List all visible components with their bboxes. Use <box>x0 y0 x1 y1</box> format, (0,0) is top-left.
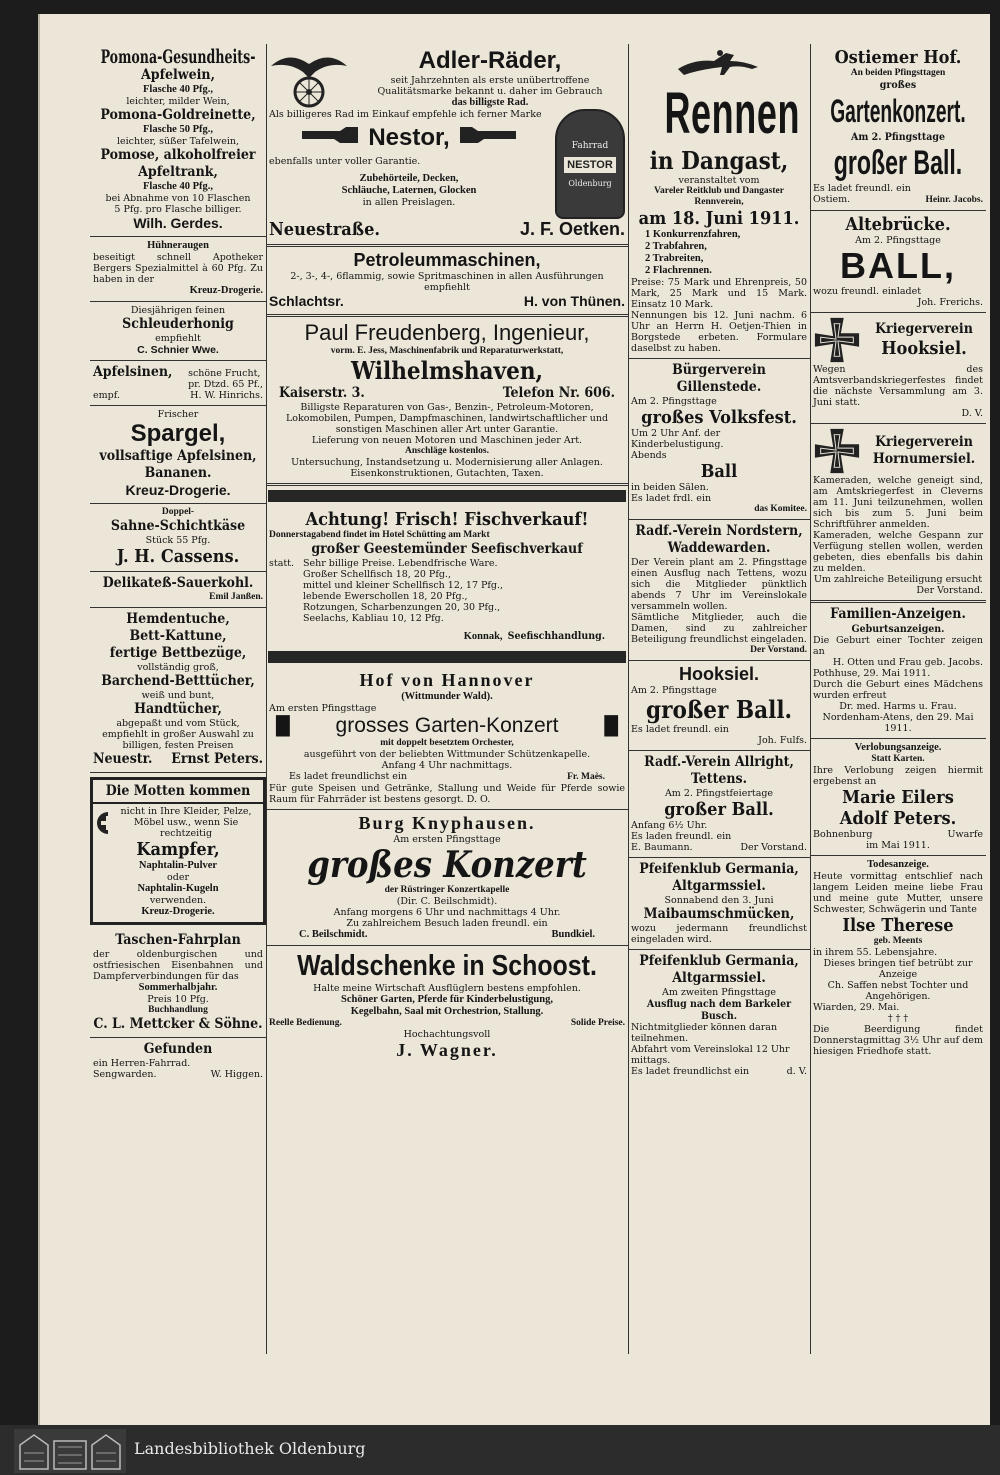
ad-address: Schlachtsr. <box>269 293 344 309</box>
ad-text: Anfang 6½ Uhr. <box>631 820 708 831</box>
ad-text: Am 2. Pfingsttage <box>851 131 945 143</box>
ad-familien-anzeigen <box>810 603 986 739</box>
ad-headline: Tettens. <box>690 771 748 787</box>
ad-text: vorm. E. Jess, Maschinenfabrik und Reparaturwerkstatt, <box>330 346 564 356</box>
ad-headline: Apfelsinen, <box>93 364 173 380</box>
ad-signature: Der Vorstand. <box>750 645 807 655</box>
ad-text: Diesjährigen feinen <box>130 305 226 316</box>
ad-motten <box>90 777 266 925</box>
column-4 <box>810 44 986 1061</box>
ad-price: Flasche 40 Pfg., <box>143 84 213 95</box>
ad-text: Halte meine Wirtschaft Ausflüglern bestens empfohlen. <box>313 983 581 994</box>
ad-text: vollständig groß, <box>137 662 219 673</box>
ad-price: Flasche 40 Pfg., <box>143 181 213 192</box>
ad-text: Vareler Reitklub und Dangaster Rennverein, <box>654 186 784 207</box>
ad-price: Flasche 50 Pfg., <box>143 124 213 135</box>
ad-signature: H. von Thünen. <box>523 293 625 309</box>
ad-headline: Radf.-Verein Allright, <box>644 754 794 770</box>
ad-signature: Ch. Saffen nebst Tochter und Angehörigen. <box>827 980 969 1002</box>
ad-hof-von-hannover <box>266 667 628 810</box>
ad-text: Anfang 4 Uhr nachmittags. <box>381 760 513 771</box>
ad-text: empfiehlt in großer Auswahl zu billigen, festen Preisen <box>102 729 254 751</box>
ad-text: der oldenburgischen und ostfriesischen Eisenbahnen und Dampferverbindungen für das <box>93 949 263 982</box>
ad-headline: Ausflug nach dem Barkeler Busch. <box>646 998 792 1022</box>
ad-signature: J. F. Oetken. <box>519 219 625 239</box>
ad-text: Doppel- <box>161 507 195 517</box>
ad-text: empfiehlt <box>155 333 201 344</box>
nestor-badge <box>555 109 625 219</box>
ad-signature: Seefischhandlung. <box>507 630 605 642</box>
iron-cross-icon <box>813 427 861 475</box>
ad-text: Abends <box>631 450 667 461</box>
ad-text: Ihre Verlobung zeigen hiermit ergebenst an <box>813 765 983 787</box>
red-cross-icon <box>96 811 108 835</box>
ad-place: Bohnenburg <box>813 829 873 840</box>
ad-address: Kaiserstr. 3. <box>279 385 365 401</box>
ad-text: 2-, 3-, 4-, 6flammig, sowie Spritmaschinen in allen Ausführungen empfiehlt <box>290 271 604 293</box>
ad-text: Es ladet freundlichst ein <box>289 771 408 782</box>
ad-signature: C. Schnier Wwe. <box>137 344 219 356</box>
ad-text: Der Verein plant am 2. Pfingsttage einen Ausflug nach Tettens, wozu sich die Mitglieder pünktlich abends 7 Uhr im Vereinslokale versammeln wollen. <box>631 557 807 612</box>
ad-signature: D. V. <box>961 408 983 419</box>
ad-headline: Hof von Hannover <box>359 670 535 690</box>
ad-price: Stück 55 Pfg. <box>145 535 211 546</box>
ad-headline: Adler-Räder, <box>418 47 562 74</box>
ad-text: Hochachtungsvoll <box>403 1029 491 1040</box>
ad-headline: Taschen-Fahrplan <box>115 932 241 948</box>
ad-place: Uwarfe <box>947 829 983 840</box>
ad-headline: Hühneraugen <box>147 240 209 251</box>
ad-headline: in Dangast, <box>649 146 789 175</box>
list-item: Großer Schellfisch 18, 20 Pfg., <box>303 569 451 580</box>
ad-headline: großer Ball. <box>833 144 963 182</box>
ad-schichtkaese <box>90 504 266 572</box>
ad-signature: Wilh. Gerdes. <box>133 215 223 231</box>
ad-signature: Kreuz-Drogerie. <box>125 482 231 498</box>
ad-headline: Pfeifenklub Germania, <box>639 861 799 877</box>
list-item: Rotzungen, Scharbenzungen 20, 30 Pfg., <box>303 602 501 613</box>
ad-text: leichter, milder Wein, <box>126 96 230 107</box>
ad-name: Ilse Therese <box>842 915 954 936</box>
separator-bar <box>268 490 626 502</box>
ad-germania-1 <box>628 858 810 950</box>
ad-signature: Joh. Fulfs. <box>758 735 807 746</box>
ad-text: Um zahlreiche Beteiligung ersucht <box>813 574 983 585</box>
ad-headline: Sahne-Schichtkäse <box>110 518 246 534</box>
ad-headline: fertige Bettbezüge, <box>109 645 247 661</box>
ad-headline: Die Motten kommen <box>93 783 263 804</box>
ad-signature: J. H. Cassens. <box>116 546 240 567</box>
ad-headline: Paul Freudenberg, Ingenieur, <box>304 320 590 345</box>
ad-text: Billigste Reparaturen von Gas-, Benzin-, Petroleum-Motoren, Lokomobilen, Pumpen, Dampfmaschinen, landwirtschaftlicher und sonstigen Maschinen aller Art unter Garantie. <box>285 402 609 435</box>
section-subtitle: Geburtsanzeigen. <box>851 623 945 635</box>
ad-headline: Apfeltrank, <box>138 164 218 180</box>
ad-headline: Bett-Kattune, <box>129 628 227 644</box>
badge-text: Oldenburg <box>568 178 612 188</box>
ad-text: Kameraden, welche Gespann zur Verfügung stellen wollen, werden gebeten, dies ebenfalls bis dahin zu melden. <box>813 530 983 574</box>
ad-headline: Waldschenke in Schoost. <box>297 950 597 982</box>
ad-text: in ihrem 55. Lebensjahre. <box>813 947 938 958</box>
ad-buergerverein <box>628 359 810 520</box>
ad-huehneraugen <box>90 237 266 302</box>
ad-text: An beiden Pfingsttagen <box>850 68 946 78</box>
ad-signature: das Komitee. <box>754 504 807 514</box>
ad-text: Am ersten Pfingsttage <box>269 703 377 714</box>
ad-text: großes <box>879 79 917 91</box>
ad-headline: Altgarmssiel. <box>672 970 766 986</box>
newspaper-page <box>38 14 990 1428</box>
fish-price-list <box>303 558 625 624</box>
ad-headline: Pfeifenklub Germania, <box>639 953 799 969</box>
ad-headline: Hemdentuche, <box>126 611 230 627</box>
list-item: 2 Trabreiten, <box>645 253 704 264</box>
ad-signature: d. V. <box>786 1066 807 1077</box>
ad-address: Neuestraße. <box>269 219 381 240</box>
ad-headline: großes Konzert <box>307 844 587 886</box>
ad-text: seit Jahrzehnten als erste unübertroffene Qualitätsmarke bekannt u. daher im Gebrauch <box>377 75 603 97</box>
ad-text: Am ersten Pfingsttage <box>393 834 501 845</box>
ad-text: Dieses bringen tief betrübt zur Anzeige <box>823 958 973 980</box>
ad-headline: Hooksiel. <box>678 664 760 684</box>
ad-headline: Waddewarden. <box>667 540 771 556</box>
ad-headline: Bürgerverein Gillenstede. <box>672 362 766 395</box>
ad-text: oder <box>167 872 189 883</box>
badge-text: NESTOR <box>564 157 616 173</box>
ad-waldschenke <box>266 946 628 1065</box>
ad-name: Adolf Peters. <box>839 808 957 829</box>
ad-text: Kameraden, welche geneigt sind, am Amtskriegerfest in Cleverns am 11. Juni teilzunehmen, wollen sich bis zum 5. Juni beim Schriftführer anmelden. <box>813 475 983 530</box>
ad-todesanzeige <box>810 856 986 1061</box>
ornament-icon: ▐▌ <box>269 715 297 737</box>
ad-headline: Altebrücke. <box>845 214 951 235</box>
ad-text: abgepaßt und vom Stück, <box>116 718 240 729</box>
ad-text: weiß und bunt, <box>141 690 215 701</box>
ad-signature: Heinr. Jacobs. <box>925 195 983 205</box>
ad-honig <box>90 302 266 361</box>
ad-text: schöne Frucht, <box>188 368 261 379</box>
ad-date: im Mai 1911. <box>866 840 930 851</box>
ad-headline: Gartenkonzert. <box>830 93 966 129</box>
ad-headline: (Wittmunder Wald). <box>401 691 493 702</box>
ad-text: beseitigt schnell Apotheker Bergers Spezialmittel à 60 Pfg. Zu haben in der <box>93 252 263 285</box>
ad-headline: Achtung! Frisch! Fischverkauf! <box>305 509 589 530</box>
ad-headline: Petroleummaschinen, <box>353 250 541 270</box>
ad-ostiemer-hof <box>810 44 986 211</box>
race-list <box>631 229 807 277</box>
ad-phone: Telefon Nr. 606. <box>502 385 615 401</box>
ad-text: veranstaltet vom <box>678 175 760 186</box>
ad-headline: Pomose, alkoholfreier <box>100 147 256 163</box>
ad-headline: BALL, <box>840 245 956 286</box>
ad-text: Es laden freundl. ein <box>631 831 732 842</box>
ad-text: das billigste Rad. <box>451 97 529 108</box>
ad-text: Lieferung von neuen Motoren und Maschinen jeder Art. <box>311 435 583 446</box>
ad-text: Es ladet freundl. ein <box>813 183 911 194</box>
ad-text: Buchhandlung <box>148 1005 208 1015</box>
ad-signature: J. Wagner. <box>396 1040 498 1060</box>
ad-adler-raeder <box>266 44 628 247</box>
list-item: 2 Trabfahren, <box>645 241 707 252</box>
ad-name: Marie Eilers <box>842 787 954 808</box>
ad-text: Um 2 Uhr Anf. der Kinderbelustigung. <box>631 428 724 450</box>
ad-text: Durch die Geburt eines Mädchens wurden erfreut <box>813 679 983 701</box>
ad-text: wozu freundl. einladet <box>813 286 922 297</box>
ad-text: nicht in Ihre Kleider, Pelze, Möbel usw., wenn Sie rechtzeitig <box>120 806 252 839</box>
ad-fahrplan <box>90 929 266 1038</box>
ad-spargel <box>90 406 266 504</box>
ad-headline: Sommerhalbjahr. <box>138 982 218 993</box>
list-item: mittel und kleiner Schellfisch 12, 17 Pfg., <box>303 580 504 591</box>
ad-headline: Kriegerverein <box>875 434 973 450</box>
ad-text: Naphtalin-Pulver <box>138 860 218 871</box>
ad-text: Frischer <box>157 409 199 420</box>
ad-headline: Ostiemer Hof. <box>834 47 962 68</box>
footer-bar <box>0 1425 1000 1475</box>
ad-signature: Ernst Peters. <box>171 751 263 767</box>
ad-text: Naphtalin-Kugeln <box>137 883 219 894</box>
ad-headline: Gefunden <box>143 1041 213 1057</box>
ad-signature: H. W. Hinrichs. <box>190 390 263 401</box>
ad-text: Sonnabend den 3. Juni <box>664 895 774 906</box>
ad-signature: H. Otten und Frau geb. Jacobs. <box>832 657 983 668</box>
ad-headline: großer Ball. <box>664 799 774 820</box>
ad-text: statt. <box>269 558 295 569</box>
ad-text: der Rüstringer Konzertkapelle <box>384 885 510 895</box>
ad-text: in beiden Sälen. <box>631 482 709 493</box>
ad-signature: C. Beilschmidt. <box>299 929 368 940</box>
ad-text: verwenden. <box>149 895 207 906</box>
list-item: 2 Flachrennen. <box>645 265 712 276</box>
ad-signature: Emil Janßen. <box>209 592 263 602</box>
section-title: Todesanzeige. <box>867 859 929 870</box>
pointing-hand-icon <box>300 125 360 145</box>
ad-signature: Kreuz-Drogerie. <box>141 906 215 917</box>
ad-headline: Apfelwein, <box>141 67 215 83</box>
ad-text: in allen Preislagen. <box>362 197 456 208</box>
badge-text: Fahrrad <box>571 140 609 151</box>
ad-text: mit doppelt besetztem Orchester, <box>380 738 514 748</box>
separator-bar <box>268 651 626 663</box>
ad-text: Als billigeres Rad im Einkauf empfehle ich ferner Marke <box>269 109 542 120</box>
ad-allright <box>628 751 810 858</box>
ad-kriegerverein-hooksiel <box>810 313 986 424</box>
ad-headline: großer Geestemünder Seefischverkauf <box>311 541 583 557</box>
ad-signature: Der Vorstand. <box>740 842 807 853</box>
ad-germania-2 <box>628 950 810 1081</box>
ad-burg-knyphausen <box>266 810 628 946</box>
cross-glyphs: † † † <box>887 1013 909 1024</box>
column-2 <box>266 44 628 1065</box>
eagle-wheel-icon <box>269 48 349 108</box>
ad-headline: am 18. Juni 1911. <box>638 208 800 229</box>
ad-text: Zu zahlreichem Besuch laden freundl. ein <box>346 918 548 929</box>
ad-text: wozu jedermann freundlichst eingeladen wird. <box>631 923 807 945</box>
ad-headline: Delikateß-Sauerkohl. <box>102 575 254 591</box>
ad-freudenberg <box>266 317 628 486</box>
ad-signature: Neuestr. <box>93 751 153 767</box>
ad-text: Wegen des Amtsverbandskriegerfestes findet die nächste Versammlung am 3. Juni statt. <box>813 364 983 408</box>
ad-text: Am zweiten Pfingsttage <box>661 987 777 998</box>
ad-text: Schläuche, Laternen, Glocken <box>341 185 477 196</box>
ad-text: D. O. <box>466 794 491 805</box>
ad-headline: Burg Knyphausen. <box>358 813 536 833</box>
ad-text: Nichtmitglieder können daran teilnehmen. <box>631 1022 778 1044</box>
ad-altebruecke <box>810 211 986 313</box>
ad-signature: E. Baumann. <box>631 842 693 853</box>
ad-text: Donnerstagabend findet im Hotel Schütting am Markt <box>269 530 490 540</box>
ad-text: Es ladet frdl. ein <box>631 493 712 504</box>
ad-headline: Schleuderhonig <box>122 316 234 332</box>
ad-fischverkauf <box>266 506 628 647</box>
ad-nordstern <box>628 520 810 661</box>
ad-price: Preis 10 Pfg. <box>147 994 209 1005</box>
ad-text: geb. Meents <box>873 936 923 946</box>
ad-text: Die Geburt einer Tochter zeigen an <box>813 635 983 657</box>
ad-text: ein Herren-Fahrrad. <box>93 1058 191 1069</box>
ad-text: Anschläge kostenlos. <box>405 446 489 456</box>
ad-place: Sengwarden. <box>93 1069 157 1080</box>
library-building-icon <box>14 1429 126 1473</box>
ad-rennen <box>628 44 810 359</box>
ad-headline: Ball <box>700 461 738 482</box>
ad-text: Sämtliche Mitglieder, auch die Damen, sind zu zahlreicher Beteiligung freundlichst eingeladen. <box>631 612 807 645</box>
ad-hooksiel <box>628 661 810 751</box>
ad-text: Nennungen bis 12. Juni nachm. 6 Uhr an Herrn H. Oetjen-Thien in Borgstede erbeten. Formulare daselbst zu haben. <box>631 310 807 354</box>
ad-text: Anfang morgens 6 Uhr und nachmittags 4 Uhr. <box>333 907 561 918</box>
ad-text: Untersuchung, Instandsetzung u. Modernisierung aller Anlagen. Eisenkonstruktionen, Gutachten, Taxen. <box>291 457 603 479</box>
ad-place: Nordenham-Atens, den 29. Mai 1911. <box>822 712 974 734</box>
ad-headline: vollsaftige Apfelsinen, <box>99 448 257 464</box>
ad-text: Zubehörteile, Decken, <box>359 173 459 184</box>
horse-rider-icon <box>674 47 764 77</box>
ad-signature: Konnak, <box>463 631 503 642</box>
ad-verlobung <box>810 739 986 856</box>
ad-price: pr. Dtzd. 65 Pf., <box>188 379 263 390</box>
ad-signature: Dr. med. Harms u. Frau. <box>839 701 957 712</box>
ad-place: Wiarden, 29. Mai. <box>813 1002 900 1013</box>
ad-text: Am 2. Pfingsttage <box>855 235 941 246</box>
ad-kriegerverein-hornumersiel <box>810 424 986 603</box>
ad-headline: Pomona-Goldreinette, <box>100 107 256 123</box>
ad-headline: Pomona-Gesundheits- <box>100 47 256 69</box>
ad-signature: Kreuz-Drogerie. <box>189 285 263 296</box>
ad-hemdentuche <box>90 608 266 773</box>
ad-headline: Nestor, <box>368 124 450 151</box>
ad-text: Es ladet freundlichst ein <box>631 1066 750 1077</box>
library-name: Landesbibliothek Oldenburg <box>134 1439 366 1458</box>
ad-gefunden <box>90 1038 266 1084</box>
ad-text: Am 2. Pfingsttage <box>631 685 717 696</box>
ad-sauerkohl <box>90 572 266 608</box>
ad-signature: Fr. Maès. <box>567 772 605 782</box>
ad-text: empf. <box>93 390 120 401</box>
ornament-icon: ▐▌ <box>597 715 625 737</box>
ad-text: Kegelbahn, Saal mit Orchestrion, Stallung. <box>350 1006 544 1017</box>
ad-headline: großer Ball. <box>645 695 793 724</box>
ad-text: Am 2. Pfingsttage <box>631 396 717 407</box>
list-item: 1 Konkurrenzfahren, <box>645 229 741 240</box>
column-1 <box>90 44 266 1084</box>
ad-headline: Wilhelmshaven, <box>350 356 544 385</box>
ad-text: Abfahrt vom Vereinslokal 12 Uhr mittags. <box>631 1044 790 1066</box>
ad-text: Am 2. Pfingstfeiertage <box>664 788 774 799</box>
ad-place: Bundkiel. <box>551 929 595 940</box>
ad-apfelsinen <box>90 361 266 406</box>
list-item: Sehr billige Preise. Lebendfrische Ware. <box>303 558 498 569</box>
iron-cross-icon <box>813 316 861 364</box>
pointing-hand-icon <box>458 125 518 145</box>
ad-text: Die Beerdigung findet Donnerstagmittag 3½ Uhr auf dem hiesigen Friedhofe statt. <box>813 1024 983 1057</box>
ad-headline: Maibaumschmücken, <box>643 906 795 922</box>
ad-text: leichter, süßer Tafelwein, <box>116 136 239 147</box>
ad-text: 5 Pfg. pro Flasche billiger. <box>114 204 242 215</box>
ad-headline: Rennen <box>664 81 801 146</box>
ad-headline: Handtücher, <box>134 701 222 717</box>
ad-text: Heute vormittag entschlief nach langem Leiden meine liebe Frau und meine gute Mutter, unsere Schwester, Schwägerin und Tante <box>813 871 983 915</box>
ad-text: Schöner Garten, Pferde für Kinderbelustigung, <box>341 994 553 1005</box>
ad-place: Pothhuse, 29. Mai 1911. <box>813 668 931 679</box>
ad-place: Ostiem. <box>813 194 851 205</box>
ad-text: Statt Karten. <box>871 754 925 764</box>
ad-headline: Bananen. <box>144 465 212 481</box>
ad-signature: C. L. Mettcker & Söhne. <box>93 1016 263 1032</box>
ad-text: (Dir. C. Beilschmidt). <box>396 896 498 907</box>
ad-headline: Hooksiel. <box>881 338 967 359</box>
ad-text: bei Abnahme von 10 Flaschen <box>105 193 251 204</box>
ad-headline: Hornumersiel. <box>872 451 976 467</box>
ad-text: Es ladet freundl. ein <box>631 724 729 735</box>
ad-pomona <box>90 44 266 237</box>
ad-text: Für gute Speisen und Getränke, Stallung und Weide für Pferde sowie Raum für Fahrräder ist bestens gesorgt. <box>269 783 625 805</box>
ad-headline: Altgarmssiel. <box>672 878 766 894</box>
ad-petroleum <box>266 247 628 317</box>
ad-signature: W. Higgen. <box>210 1069 263 1080</box>
ad-headline: Spargel, <box>130 420 226 447</box>
ad-signature: Joh. Frerichs. <box>917 297 983 308</box>
ad-headline: Kriegerverein <box>875 321 973 337</box>
column-3 <box>628 44 810 1081</box>
section-title: Familien-Anzeigen. <box>830 606 966 622</box>
ad-headline: grosses Garten-Konzert <box>335 714 559 737</box>
ad-signature: Der Vorstand. <box>916 585 983 596</box>
ad-text: ebenfalls unter voller Garantie. <box>269 156 421 167</box>
ad-text: Reelle Bedienung. <box>269 1018 342 1028</box>
section-title: Verlobungsanzeige. <box>854 742 942 753</box>
ad-headline: Radf.-Verein Nordstern, <box>635 523 803 539</box>
list-item: Seelachs, Kabliau 10, 12 Pfg. <box>303 613 444 624</box>
ad-text: Solide Preise. <box>570 1018 625 1028</box>
ad-headline: Kampfer, <box>136 839 220 860</box>
ad-headline: großes Volksfest. <box>641 407 797 428</box>
list-item: lebende Ewerschollen 18, 20 Pfg., <box>303 591 468 602</box>
ad-text: Preise: 75 Mark und Ehrenpreis, 50 Mark, 25 Mark und 15 Mark. Einsatz 10 Mark. <box>631 277 807 310</box>
ad-headline: Barchend-Betttücher, <box>101 673 255 689</box>
ad-text: ausgeführt von der beliebten Wittmunder Schützenkapelle. <box>303 749 591 760</box>
